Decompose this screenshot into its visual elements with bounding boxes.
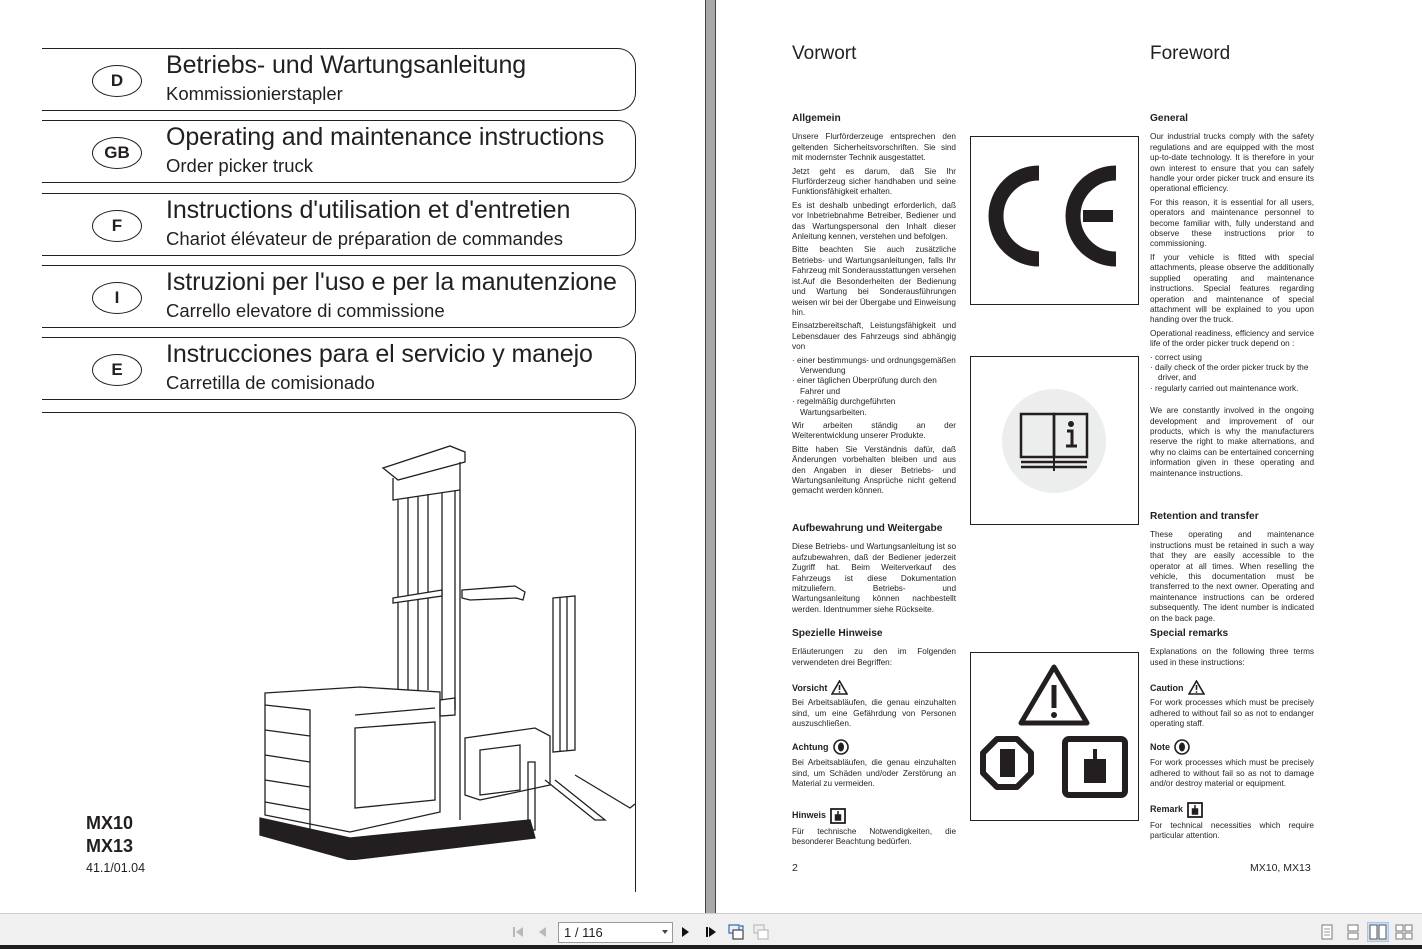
term-label: Achtung (792, 742, 829, 753)
paragraph: For work processes which must be precisely adhered to without fail so as not to damage and/or destroy material or equipment. (1150, 758, 1314, 789)
heading-vorwort: Vorwort (792, 43, 857, 64)
paragraph: Es ist deshalb unbedingt erforderlich, daß vor Inbetriebnahme Betreiber, Bediener und das Wartungspersonal den Inhalt dieser Anleitung kennen, verstehen und befolgen. (792, 200, 956, 242)
pointing-hand-icon (1187, 802, 1203, 818)
column-german-special (792, 629, 956, 850)
page-cover (0, 0, 706, 913)
page-number-input[interactable] (558, 922, 673, 943)
next-view-button[interactable] (753, 922, 771, 942)
bullet-item: · regularly carried out maintenance work. (1150, 384, 1314, 394)
ce-mark-box (970, 136, 1139, 305)
language-block-e (42, 337, 636, 400)
stop-hand-icon (833, 739, 849, 755)
column-german-storage (792, 524, 956, 618)
heading-foreword: Foreword (1150, 43, 1231, 64)
section-title: Aufbewahrung und Weitergabe (792, 523, 943, 534)
bullet-item: · einer täglichen Überprüfung durch den Fahrer und (792, 376, 956, 397)
previous-view-icon (728, 923, 746, 941)
manual-info-icon (971, 357, 1138, 524)
model-label: MX13 (86, 836, 134, 856)
section-title: Special remarks (1150, 628, 1229, 639)
page-number: 2 (792, 862, 798, 874)
paragraph: Operational readiness, efficiency and service life of the order picker truck depend on : (1150, 328, 1314, 349)
last-page-icon (704, 925, 718, 939)
paragraph: For this reason, it is essential for all users, operators and maintenance personnel to become familiar with, fully understand and observe these instructions prior to commissioning. (1150, 197, 1314, 249)
paragraph: Bei Arbeitsabläufen, die genau einzuhalten sind, um eine Gefährdung von Personen auszuschließen. (792, 698, 956, 729)
language-badge: I (92, 282, 142, 314)
language-subtitle: Order picker truck (166, 155, 314, 176)
single-page-icon (1321, 924, 1333, 940)
language-title: Istruzioni per l'uso e per la manutenzione (166, 268, 617, 296)
language-badge: GB (92, 137, 142, 169)
next-page-icon (680, 925, 692, 939)
paragraph: Einsatzbereitschaft, Leistungsfähigkeit und Lebensdauer des Fahrzeugs sind abhängig von (792, 321, 956, 352)
language-subtitle: Chariot élévateur de préparation de commandes (166, 228, 563, 249)
warning-triangle-icon (831, 680, 848, 695)
term-label: Caution (1150, 682, 1184, 693)
view-single-page-button[interactable] (1318, 922, 1336, 942)
term-label: Note (1150, 742, 1170, 753)
paragraph: Bitte beachten Sie auch zusätzliche Betriebs- und Wartungsanleitungen, falls Ihr Fahrzeug mit Sonderausstattungen versehen ist.Auf die Besonderheiten der Bedienung und Wartung bei Sonderausführungen weisen wir bei der Übergabe und Einweisung hin. (792, 245, 956, 317)
bullet-item: · einer bestimmungs- und ordnungsgemäßen Verwendung (792, 356, 956, 377)
term-vorsicht (792, 680, 956, 695)
next-page-button[interactable] (677, 922, 695, 942)
two-page-continuous-icon (1395, 924, 1413, 940)
column-english-special (1150, 629, 1314, 844)
model-label: MX10 (86, 813, 134, 833)
navigation-toolbar (0, 913, 1422, 949)
language-badge: F (92, 210, 142, 242)
column-english (1150, 114, 1314, 482)
language-block-gb (42, 120, 636, 183)
bullet-item: · daily check of the order picker truck by the driver, and (1150, 363, 1314, 384)
first-page-button[interactable] (509, 922, 527, 942)
paragraph: Wir arbeiten ständig an der Weiterentwicklung unserer Produkte. (792, 420, 956, 441)
first-page-icon (511, 925, 525, 939)
warning-triangle-icon (1188, 680, 1205, 695)
last-page-button[interactable] (702, 922, 720, 942)
section-title: Retention and transfer (1150, 511, 1259, 522)
language-badge: D (92, 65, 142, 97)
ce-mark-icon (971, 137, 1138, 304)
continuous-page-icon (1347, 924, 1359, 940)
language-badge: E (92, 354, 142, 386)
term-caution (1150, 680, 1314, 695)
paragraph: Bitte haben Sie Verständnis dafür, daß Änderungen vorbehalten bleiben und aus den Angaben in dieser Betriebs- und Wartungsanleitung Ansprüche nicht geltend gemacht werden können. (792, 444, 956, 496)
paragraph: Bei Arbeitsabläufen, die genau einzuhalten sind, um Schäden und/oder Zerstörung an Material zu vermeiden. (792, 758, 956, 789)
section-title: Allgemein (792, 113, 841, 124)
view-continuous-button[interactable] (1344, 922, 1362, 942)
document-number: 41.1/01.04 (86, 861, 146, 875)
next-view-icon (753, 923, 771, 941)
previous-page-icon (536, 925, 548, 939)
manual-info-box (970, 356, 1139, 525)
previous-page-button[interactable] (533, 922, 551, 942)
stop-hand-icon (1174, 739, 1190, 755)
safety-symbols-box (970, 652, 1139, 821)
section-title: General (1150, 113, 1188, 124)
paragraph: Erläuterungen zu den im Folgenden verwendeten drei Begriffen: (792, 647, 956, 667)
paragraph: We are constantly involved in the ongoing development and improvement of our products, which is why the manufacturers reserve the right to make alternations, and why no claims can be entertained concerning information given in these operating and maintenance instructions. (1150, 406, 1314, 478)
term-label: Remark (1150, 804, 1184, 815)
previous-view-button[interactable] (728, 922, 746, 942)
paragraph: Diese Betriebs- und Wartungsanleitung ist so aufzubewahren, daß der Bediener jederzeit Zugriff hat. Beim Weiterverkauf des Fahrzeugs ist diese Dokumentation mitzuliefern. Betriebs- und Wartungsanleitung können nachbestellt werden. Identnummer siehe Rückseite. (792, 542, 956, 614)
language-title: Instructions d'utilisation et d'entretien (166, 196, 571, 224)
language-block-i (42, 265, 636, 328)
safety-symbols-icon (971, 653, 1138, 820)
paragraph: For work processes which must be precisely adhered to without fail so as not to endanger operating staff. (1150, 698, 1314, 729)
paragraph: For technical necessities which require particular attention. (1150, 820, 1314, 841)
column-german (792, 114, 956, 500)
view-two-page-button[interactable] (1367, 922, 1389, 942)
bullet-list (1150, 353, 1314, 395)
term-note (1150, 739, 1314, 755)
language-block-de (42, 48, 636, 111)
language-block-f (42, 193, 636, 256)
page-number-value: 1 / 116 (564, 925, 603, 940)
language-subtitle: Carretilla de comisionado (166, 372, 375, 393)
term-hinweis (792, 808, 956, 824)
two-page-icon (1369, 924, 1387, 940)
paragraph: If your vehicle is fitted with special attachments, please observe the additionally supplied operating and maintenance instructions. Special features regarding operation and maintenance of special attachment will be explained to you upon handing over the truck. (1150, 252, 1314, 325)
term-label: Hinweis (792, 810, 827, 821)
paragraph: Für technische Notwendigkeiten, die besonderer Beachtung bedürfen. (792, 826, 956, 847)
column-english-storage (1150, 512, 1314, 627)
language-title: Instrucciones para el servicio y manejo (166, 340, 593, 368)
view-two-continuous-button[interactable] (1395, 922, 1413, 942)
language-title: Operating and maintenance instructions (166, 123, 605, 151)
language-subtitle: Kommissionierstapler (166, 83, 343, 104)
footer-models: MX10, MX13 (1250, 862, 1311, 874)
taskbar-edge (0, 945, 1422, 949)
paragraph: These operating and maintenance instructions must be retained in such a way that they are easily accessible to the operator at all times. When reselling the vehicle, this documentation must be transferred to the next owner. Operating and maintenance instructions can be ordered subsequently. The ident number is indicated on the back page. (1150, 530, 1314, 623)
paragraph: Explanations on the following three terms used in these instructions: (1150, 647, 1314, 667)
term-remark (1150, 802, 1314, 818)
order-picker-truck-illustration (250, 440, 635, 860)
language-title: Betriebs- und Wartungsanleitung (166, 51, 527, 79)
bullet-list (792, 356, 956, 418)
paragraph: Our industrial trucks comply with the safety regulations and are equipped with the most up-to-date technology. It is therefore in your own interest to ensure that you can safely handle your order picker truck and ensure its operational efficiency. (1150, 132, 1314, 194)
dropdown-arrow-icon[interactable] (662, 930, 668, 934)
bullet-item: · correct using (1150, 353, 1314, 363)
paragraph: Unsere Flurförderzeuge entsprechen den geltenden Sicherheitsvorschriften. Sie sind mit modernster Technik ausgestattet. (792, 132, 956, 163)
language-subtitle: Carrello elevatore di commissione (166, 300, 445, 321)
term-achtung (792, 739, 956, 755)
term-label: Vorsicht (792, 682, 828, 693)
bullet-item: · regelmäßig durchgeführten Wartungsarbeiten. (792, 397, 956, 418)
paragraph: Jetzt geht es darum, daß Sie Ihr Flurförderzeug sicher handhaben und seine Funktionsfähigkeit erhalten. (792, 166, 956, 197)
section-title: Spezielle Hinweise (792, 628, 883, 639)
pointing-hand-icon (830, 808, 846, 824)
